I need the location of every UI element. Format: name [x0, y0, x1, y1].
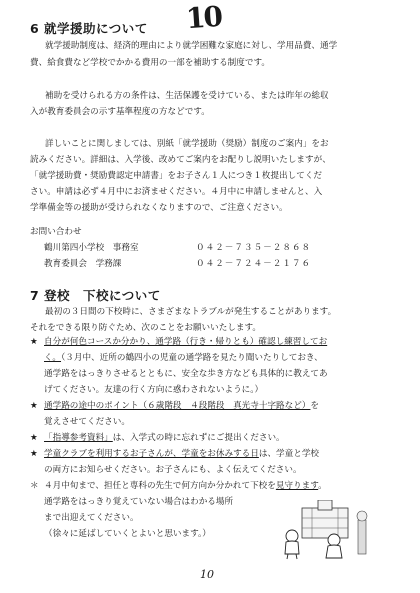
underlined-text: く。 [44, 353, 62, 363]
paragraph-line: さい。申請は必ず４月中にお済ませください。４月中に申請しませんと、入 [30, 187, 323, 197]
underlined-text: 学童クラブを利用するお子さんが、学童をお休みする日 [44, 449, 259, 459]
paragraph-line: 詳しいことに関しましては、別紙「就学援助（奨励）制度のご案内」をお [45, 139, 329, 149]
contact-title: お問い合わせ [30, 227, 82, 237]
paragraph-line: 費、給食費など学校でかかる費用の一部を補助する制度です。 [30, 58, 270, 68]
text-segment: 。 [318, 481, 327, 491]
text-segment: （３月中、近所の鶴四小の児童の通学路を見たり聞いたりしておき、 [61, 353, 323, 363]
list-bullet: ★ [30, 433, 38, 443]
paragraph-line: 「就学援助費・奨励費認定申請書」をお子さん１人につき１枚提出してくだ [30, 171, 323, 181]
underlined-text: 「指導参考資料」 [44, 433, 113, 443]
handwritten-number: 10 [184, 0, 223, 36]
list-bullet: ★ [30, 401, 38, 411]
list-item-line [44, 496, 233, 508]
list-item-line [44, 448, 319, 460]
list-item-line [44, 400, 319, 412]
underlined-text: 自分が何色コースか分かり、通学路（行き・帰りとも）確認し練習してお [44, 337, 328, 347]
underlined-text: 見守ります [275, 481, 319, 491]
text-segment: を [310, 401, 320, 411]
list-item-line [44, 480, 327, 492]
contact-phone: ０４２－７２４－２１７６ [196, 259, 312, 269]
text-segment: ４月中旬まで、担任と専科の先生で何方向か分かれて下校を [44, 481, 276, 491]
list-item-line [44, 368, 328, 380]
paragraph-line: 入が教育委員会の示す基準程度の方などです。 [30, 107, 210, 117]
page-number: 10 [200, 568, 214, 581]
list-bullet: ★ [30, 337, 38, 347]
list-item-line [44, 336, 327, 348]
text-segment: げてください。友達の行く方向に惑わされないように。） [44, 385, 264, 395]
text-segment: は、学童と学校 [258, 449, 320, 459]
contact-phone: ０４２－７３５－２８６８ [196, 243, 312, 253]
text-segment: 通学路をはっきり覚えていない場合はわかる場所 [44, 497, 234, 507]
list-item-line [44, 512, 139, 524]
list-item-line [44, 528, 211, 540]
paragraph-line: 補助を受けられる方の条件は、生活保護を受けている、または昨年の総収 [45, 91, 329, 101]
paragraph-line: 学準備金等の援助が受けられなくなりますので、ご注意ください。 [30, 203, 288, 213]
contact-name: 教育委員会 学務課 [44, 259, 122, 269]
text-segment: は、入学式の時に忘れずにご提出ください。 [112, 433, 285, 443]
list-item-line [44, 432, 285, 444]
list-item-line [44, 416, 130, 428]
text-segment: 覚えさせてください。 [44, 417, 130, 427]
list-bullet: ★ [30, 449, 38, 459]
underlined-text: 通学路の途中のポイント（６歳階段 ４段階段 真光寺十字路など） [44, 401, 311, 411]
paragraph-line: 読みください。詳細は、入学後、改めてご案内をお配りし説明いたしますが、 [30, 155, 331, 165]
list-item-line [44, 464, 302, 476]
text-segment: 通学路をはっきりさせるとともに、安全な歩き方なども具体的に教えてあ [44, 369, 328, 379]
school-children-illustration [272, 500, 372, 560]
text-segment: （徐々に延ばしていくとよいと思います。） [44, 529, 211, 539]
paragraph-line: 最初の３日間の下校時に、さまざまなトラブルが発生することがあります。 [45, 307, 337, 317]
paragraph-line: それをできる限り防ぐため、次のことをお願いいたします。 [30, 323, 262, 333]
paragraph-line: 就学援助制度は、経済的理由により就学困難な家庭に対し、学用品費、通学 [45, 41, 338, 51]
contact-name: 鶴川第四小学校 事務室 [44, 243, 139, 253]
list-item-line [44, 352, 323, 364]
text-segment: まで出迎えてください。 [44, 513, 139, 523]
list-bullet: ＊ [30, 481, 39, 491]
list-item-line [44, 384, 263, 396]
section-heading-7: 7 登校 下校について [30, 288, 161, 303]
text-segment: の両方にお知らせください。お子さんにも、よく伝えてください。 [44, 465, 302, 475]
section-heading-6: 6 就学援助について [30, 21, 148, 36]
